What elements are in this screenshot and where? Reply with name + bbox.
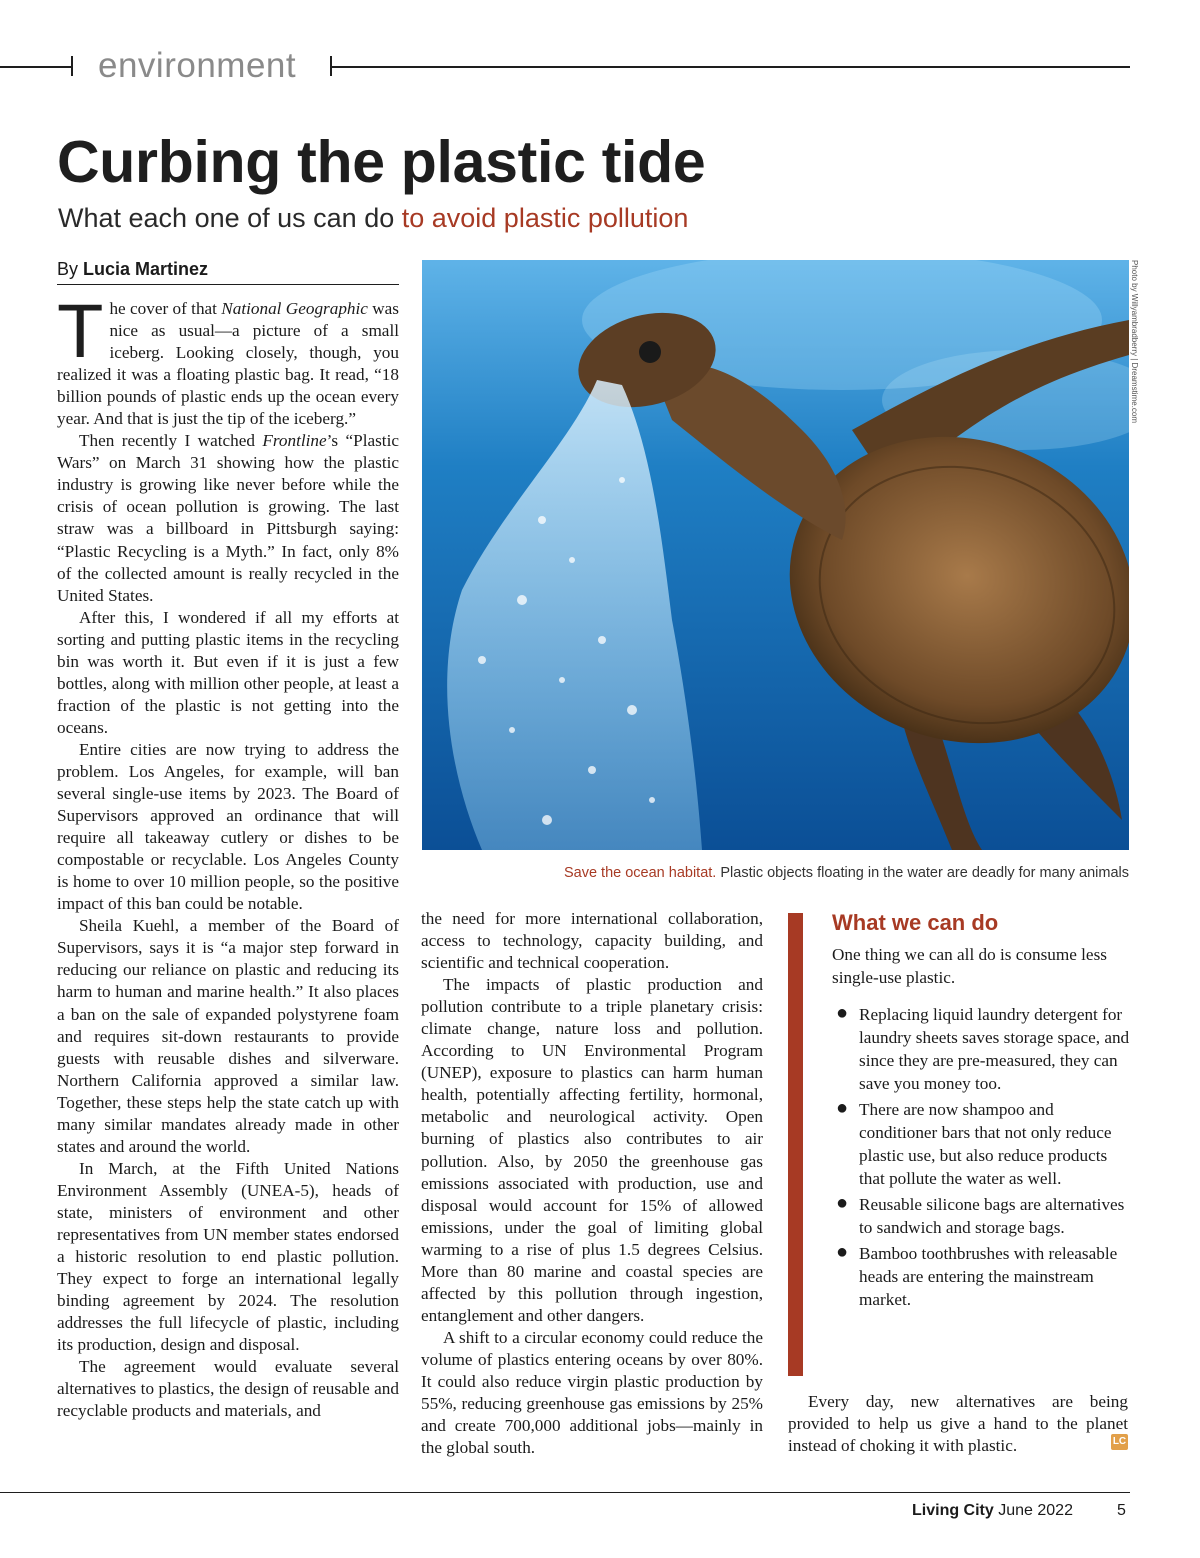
footer-magazine: Living City: [912, 1502, 994, 1519]
paragraph-2-text-b: ’s “Plastic Wars” on March 31 showing how the plastic industry is growing like never before while the crisis of ocean pollution is growing. The last straw was a billboard in Pittsburgh saying: “Plastic Recycling is a Myth.” In fact, only 8% of the collected amount is really recycled in the United States.: [57, 431, 399, 605]
bullet-icon: ●: [836, 1097, 849, 1119]
subhead-plain: What each one of us can do: [58, 203, 402, 233]
sea-turtle-illustration: [422, 260, 1129, 850]
tip-item: [832, 1098, 1132, 1190]
caption-text: Plastic objects floating in the water are deadly for many animals: [716, 865, 1129, 881]
tip-item: [832, 1242, 1132, 1311]
photo-credit: [1131, 260, 1143, 435]
paragraph-3: After this, I wondered if all my efforts at sorting and putting plastic items in the recycling bin was worth it. But even if it is just a few bottles, along with million other people, at least a fraction of the plastic is not getting into the oceans.: [57, 607, 399, 737]
tip-item: [832, 1003, 1132, 1095]
footer-rule: [0, 1492, 1130, 1493]
footer-publication: [912, 1500, 1073, 1522]
page-number: 5: [1117, 1502, 1126, 1519]
tip-item: [832, 1193, 1132, 1239]
header-rule-tick-left: [71, 56, 73, 76]
photo-caption: [564, 863, 1129, 883]
sidebar-title: What we can do: [832, 910, 999, 935]
tip-text: There are now shampoo and conditioner bars that not only reduce plastic use, but also reduce products that pollute the water as well.: [859, 1100, 1112, 1188]
header-rule-left: [0, 66, 72, 68]
bullet-icon: ●: [836, 1002, 849, 1024]
paragraph-1-text-a: he cover of that: [109, 299, 222, 318]
byline-prefix: By: [57, 259, 84, 279]
subhead-accent: to avoid plastic pollution: [401, 203, 689, 233]
living-city-logo: LC: [1111, 1434, 1128, 1450]
byline: [57, 257, 208, 281]
tip-text: Replacing liquid laundry detergent for laundry sheets saves storage space, and since they are pre-measured, they can save you money too.: [859, 1005, 1130, 1093]
byline-author: Lucia Martinez: [83, 259, 209, 279]
header-rule-right: [330, 66, 1130, 68]
footer-issue: June 2022: [993, 1502, 1073, 1519]
paragraph-6: In March, at the Fifth United Nations Environment Assembly (UNEA-5), heads of state, ministers of environment and other representatives from UN member states endorsed a historic resolution to end plastic pollution. They expect to forge an international legally binding agreement by 2024. The resolution addresses the full lifecycle of plastic, including its production, design and disposal.: [57, 1158, 399, 1355]
headline: Curbing the plastic tide: [57, 129, 706, 195]
bullet-icon: ●: [836, 1241, 849, 1263]
paragraph-8: The impacts of plastic production and pollution contribute to a triple planetary crisis: climate change, nature loss and pollution. According to UN Environmental Program (UNEP), exposure to plastics can harm human health, potentially affecting fertility, hormonal, metabolic and neurological activity. Open burning of plastics also contributes to air pollution. Also, by 2050 the greenhouse gas emissions associated with production, use and disposal would account for 15% of allowed emissions, under the goal of limiting global warming to a rise of plus 1.5 degrees Celsius. More than 80 marine and coastal species are affected by this pollution through ingestion, entanglement and other dangers.: [421, 975, 763, 1325]
paragraph-1-italic: National Geographic: [221, 299, 368, 318]
paragraph-7a: The agreement would evaluate several alternatives to plastics, the design of reusable and recyclable products and materials, and: [57, 1357, 399, 1421]
byline-rule: [57, 284, 399, 285]
closing-text: Every day, new alternatives are being provided to help us give a hand to the planet instead of choking it with plastic.: [788, 1392, 1128, 1455]
paragraph-9: A shift to a circular economy could reduce the volume of plastics entering oceans by over 80%. It could also reduce virgin plastic production by 55%, reducing greenhouse gas emissions by 25% and create 700,000 additional jobs—mainly in the global south.: [421, 1327, 763, 1458]
tips-list: [832, 1003, 1132, 1314]
paragraph-1-text-b: was nice as usual—a picture of a small iceberg. Looking closely, though, you realized it was a floating plastic bag. It read, “18 billion pounds of plastic ends up the ocean every year. And that is just the tip of the iceberg.”: [57, 299, 399, 429]
sidebar-accent-bar: [788, 913, 803, 1376]
caption-lead: Save the ocean habitat.: [563, 865, 717, 881]
section-label: environment: [98, 46, 297, 85]
sidebar-intro: One thing we can all do is consume less single-use plastic.: [832, 945, 1107, 987]
article-column-2: [421, 908, 763, 1459]
paragraph-2-text-a: Then recently I watched: [79, 431, 263, 451]
subhead: [58, 200, 688, 236]
tip-text: Reusable silicone bags are alternatives to sandwich and storage bags.: [859, 1195, 1125, 1237]
paragraph-4: Entire cities are now trying to address the problem. Los Angeles, for example, will ban several single-use items by 2023. The Board of Supervisors approved an ordinance that will require all takeaway cutlery or dishes to be compostable or recyclable. Los Angeles County is home to over 10 million people, so the positive impact of this ban could be notable.: [57, 739, 399, 914]
paragraph-2: [57, 430, 399, 606]
paragraph-5: Sheila Kuehl, a member of the Board of Supervisors, says it is “a major step forward in reducing our reliance on plastic and reducing its harm to human and marine health.” It also places a ban on the sale of expanded polystyrene foam and requires sit-down restaurants to provide guests with reusable dishes and silverware. Northern California approved a similar law. Together, these steps help the state catch up with many similar mandates already made in other states and around the world.: [57, 916, 399, 1156]
tip-text: Bamboo toothbrushes with releasable heads are entering the mainstream market.: [859, 1244, 1118, 1309]
paragraph-1: [57, 289, 399, 430]
drop-cap: T: [57, 289, 104, 374]
paragraph-7b: the need for more international collaboration, access to technology, capacity building, and scientific and technical cooperation.: [421, 909, 763, 973]
photo-credit-text: Photo by Willyambradberry | Dreamstime.com: [1130, 260, 1139, 424]
paragraph-2-italic: Frontline: [262, 431, 327, 451]
article-column-1: [57, 289, 399, 1422]
closing-paragraph: [788, 1391, 1128, 1457]
bullet-icon: ●: [836, 1192, 849, 1214]
sea-turtle-photo: [422, 260, 1129, 850]
